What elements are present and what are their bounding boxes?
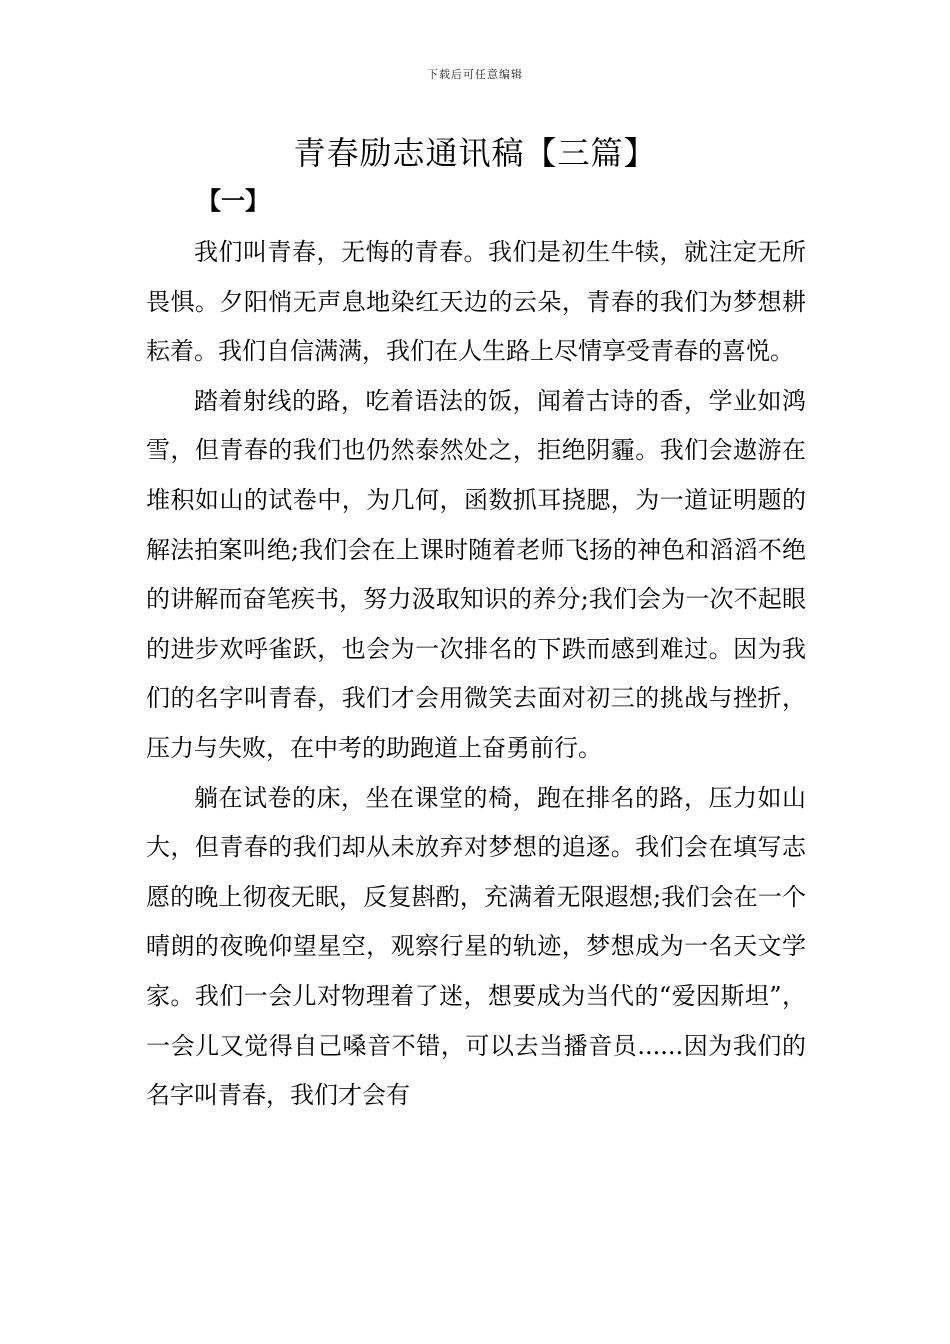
header-note: 下载后可任意编辑	[427, 68, 523, 81]
paragraph-1: 我们叫青春，无悔的青春。我们是初生牛犊，就注定无所畏惧。夕阳悄无声息地染红天边的云朵，青春的我们为梦想耕耘着。我们自信满满，我们在人生路上尽情享受青春的喜悦。	[146, 238, 806, 366]
paragraph-2: 踏着射线的路，吃着语法的饭，闻着古诗的香，学业如鸿雪，但青春的我们也仍然泰然处之，拒绝阴霾。我们会遨游在堆积如山的试卷中，为几何，函数抓耳挠腮，为一道证明题的解法拍案叫绝;我们会在上课时随着老师飞扬的神色和滔滔不绝的讲解而奋笔疾书，努力汲取知识的养分;我们会为一次不起眼的进步欢呼雀跃，也会为一次排名的下跌而感到难过。因为我们的名字叫青春，我们才会用微笑去面对初三的挑战与挫折，压力与失败，在中考的助跑道上奋勇前行。	[146, 386, 806, 762]
section-label: 【一】	[197, 187, 269, 215]
paragraph-3: 躺在试卷的床，坐在课堂的椅，跑在排名的路，压力如山大，但青春的我们却从未放弃对梦想的追逐。我们会在填写志愿的晚上彻夜无眠，反复斟酌，充满着无限遐想;我们会在一个晴朗的夜晚仰望星空，观察行星的轨迹，梦想成为一名天文学家。我们一会儿对物理着了迷，想要成为当代的“爱因斯坦”，一会儿又觉得自己嗓音不错，可以去当播音员......因为我们的名字叫青春，我们才会有	[146, 783, 806, 1110]
document-title: 青春励志通讯稿【三篇】	[293, 134, 657, 172]
document-body	[146, 228, 806, 1121]
